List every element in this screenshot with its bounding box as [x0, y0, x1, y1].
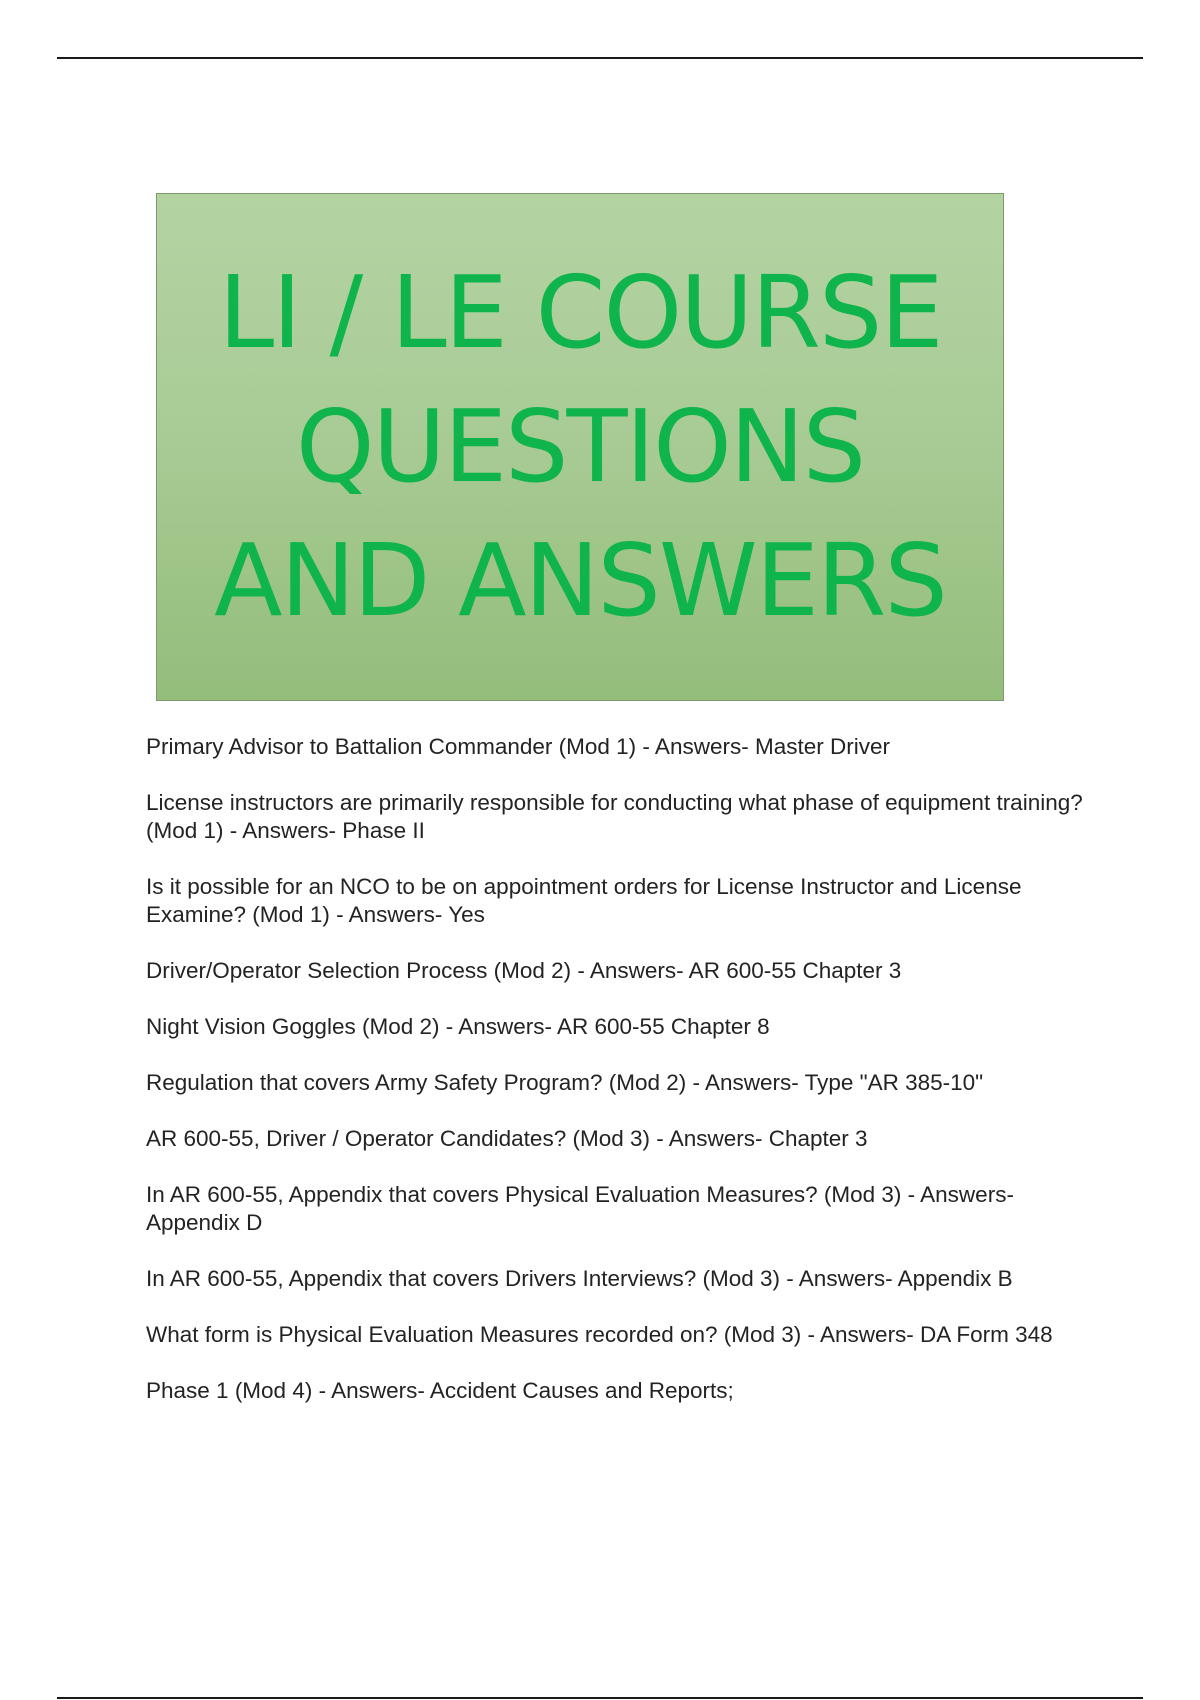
qa-item: In AR 600-55, Appendix that covers Drivers Interviews? (Mod 3) - Answers- Appendix B	[146, 1266, 1013, 1291]
qa-item: In AR 600-55, Appendix that covers Physical Evaluation Measures? (Mod 3) - Answers- Appendix D	[146, 1182, 1014, 1235]
qa-item: What form is Physical Evaluation Measures recorded on? (Mod 3) - Answers- DA Form 348	[146, 1322, 1053, 1347]
qa-item: Night Vision Goggles (Mod 2) - Answers- AR 600-55 Chapter 8	[146, 1014, 770, 1039]
cover-title-line-3: AND ANSWERS	[214, 522, 946, 639]
qa-item: Is it possible for an NCO to be on appointment orders for License Instructor and License Examine? (Mod 1) - Answers- Yes	[146, 874, 1022, 927]
qa-list	[146, 733, 1096, 1433]
qa-item: Phase 1 (Mod 4) - Answers- Accident Causes and Reports;	[146, 1378, 734, 1403]
qa-item: License instructors are primarily responsible for conducting what phase of equipment training? (Mod 1) - Answers- Phase II	[146, 790, 1083, 843]
cover-title-line-1: LI / LE COURSE	[218, 254, 942, 371]
cover-banner	[156, 193, 1004, 701]
top-divider	[57, 57, 1143, 59]
cover-title-line-2: QUESTIONS	[295, 388, 865, 505]
qa-item: AR 600-55, Driver / Operator Candidates? (Mod 3) - Answers- Chapter 3	[146, 1126, 868, 1151]
qa-item: Driver/Operator Selection Process (Mod 2) - Answers- AR 600-55 Chapter 3	[146, 958, 902, 983]
qa-item: Primary Advisor to Battalion Commander (Mod 1) - Answers- Master Driver	[146, 734, 890, 759]
bottom-divider	[57, 1697, 1143, 1699]
qa-item: Regulation that covers Army Safety Program? (Mod 2) - Answers- Type "AR 385-10"	[146, 1070, 984, 1095]
